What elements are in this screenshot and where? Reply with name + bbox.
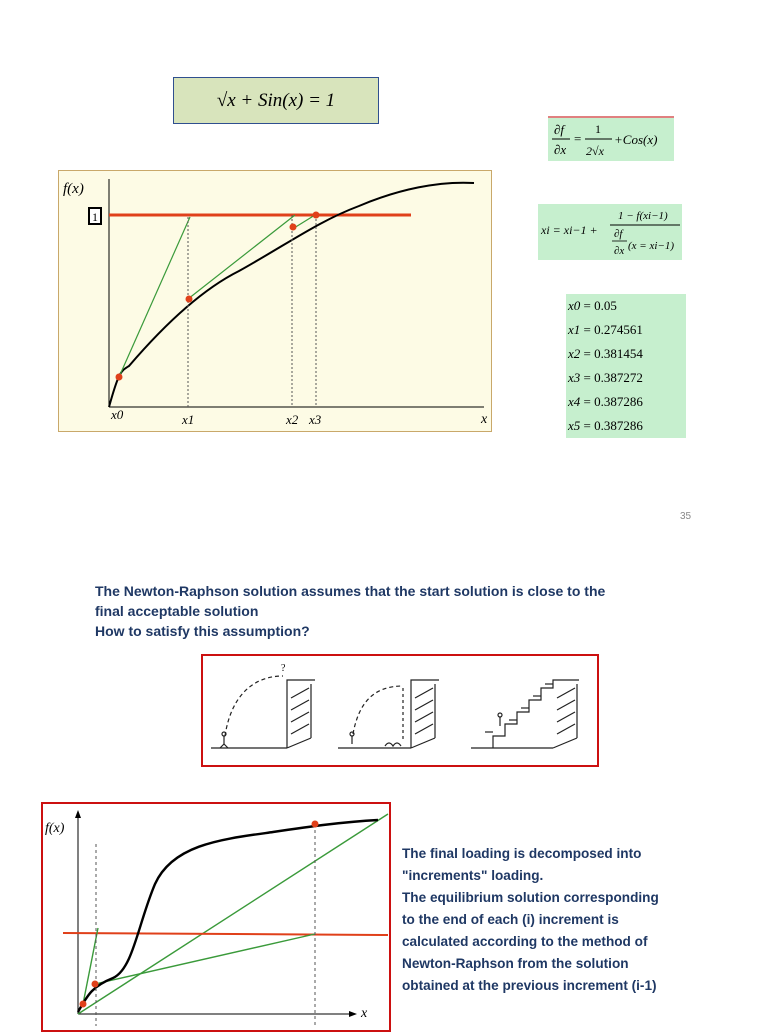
g2-load-level-line	[63, 933, 388, 935]
intro-line: The Newton-Raphson solution assumes that the start solution is close to the	[95, 583, 606, 599]
x-axis-label: x	[481, 412, 488, 427]
newton-raphson-graph-svg	[59, 171, 493, 433]
stairs-illustration	[201, 654, 599, 767]
deriv-rhs-den: 2√x	[586, 144, 604, 158]
tangent-2	[188, 215, 295, 299]
g2-y-arrow-icon	[75, 810, 81, 818]
intro-line: final acceptable solution	[95, 603, 259, 619]
iter-lhs: xi = xi−1 +	[541, 223, 598, 237]
g2-point-final	[312, 821, 319, 828]
increment-line: The final loading is decomposed into	[402, 846, 642, 861]
tangent-3	[294, 215, 315, 228]
point-x3	[313, 212, 320, 219]
stairs-illustration-svg	[203, 656, 597, 765]
iteration-formula-svg	[538, 204, 682, 260]
deriv-rhs-num: 1	[595, 122, 601, 136]
newton-raphson-graph	[58, 170, 492, 432]
g2-x-axis-label: x	[361, 1006, 368, 1021]
point-x2	[290, 224, 297, 231]
iter-num: 1 − f(xi−1)	[618, 210, 668, 222]
tick-x1: x1	[182, 412, 195, 427]
iter-den-top: ∂f	[614, 228, 623, 240]
value-row: x1 = 0.274561	[568, 322, 643, 337]
increment-line: "increments" loading.	[402, 868, 544, 883]
value-row: x2 = 0.381454	[568, 346, 643, 361]
intro-line: How to satisfy this assumption?	[95, 623, 310, 639]
value-row: x5 = 0.387286	[568, 418, 643, 433]
incremental-loading-graph	[41, 802, 391, 1032]
equation-text: √x + Sin(x) = 1	[216, 89, 336, 111]
deriv-rhs-tail: +Cos(x)	[614, 132, 658, 147]
point-x0	[116, 374, 123, 381]
scene-jump-wall	[211, 676, 315, 748]
g2-y-axis-label: f(x)	[45, 821, 65, 836]
increment-line: Newton-Raphson from the solution	[402, 956, 629, 971]
intro-text	[95, 581, 695, 641]
value-row: x0 = 0.05	[568, 298, 617, 313]
increment-line: obtained at the previous increment (i-1)	[402, 978, 657, 993]
tick-x0: x0	[111, 407, 124, 422]
one-label: 1	[92, 210, 98, 224]
tick-x2: x2	[286, 412, 299, 427]
iteration-formula	[538, 204, 682, 260]
stairs-question: ?	[281, 663, 286, 674]
equation-box	[173, 77, 379, 124]
tick-x3: x3	[309, 412, 322, 427]
deriv-lhs-num: ∂f	[554, 122, 565, 137]
value-row: x3 = 0.387272	[568, 370, 643, 385]
g2-point-increment	[92, 981, 99, 988]
y-axis-label: f(x)	[63, 181, 84, 197]
increment-line: calculated according to the method of	[402, 934, 648, 949]
derivative-formula-svg	[548, 118, 674, 161]
scene-fall-wall	[338, 680, 439, 748]
point-x1	[186, 296, 193, 303]
deriv-equals: =	[574, 131, 582, 146]
scene-climb-stairs	[471, 680, 579, 748]
g2-linear-line	[78, 814, 388, 1014]
slide-number: 35	[680, 511, 692, 522]
iter-den-bot: ∂x	[614, 245, 625, 257]
deriv-lhs-den: ∂x	[554, 142, 567, 157]
increment-line: The equilibrium solution corresponding	[402, 890, 659, 905]
tangent-1	[119, 217, 190, 377]
iter-den-tail: (x = xi−1)	[628, 240, 674, 252]
incremental-loading-graph-svg	[43, 804, 389, 1030]
g2-point-start	[80, 1001, 87, 1008]
g2-x-arrow-icon	[349, 1011, 357, 1017]
iteration-values	[566, 294, 686, 438]
increment-line: to the end of each (i) increment is	[402, 912, 619, 927]
derivative-formula	[548, 116, 674, 161]
value-row: x4 = 0.387286	[568, 394, 643, 409]
increment-explanation	[402, 843, 708, 997]
